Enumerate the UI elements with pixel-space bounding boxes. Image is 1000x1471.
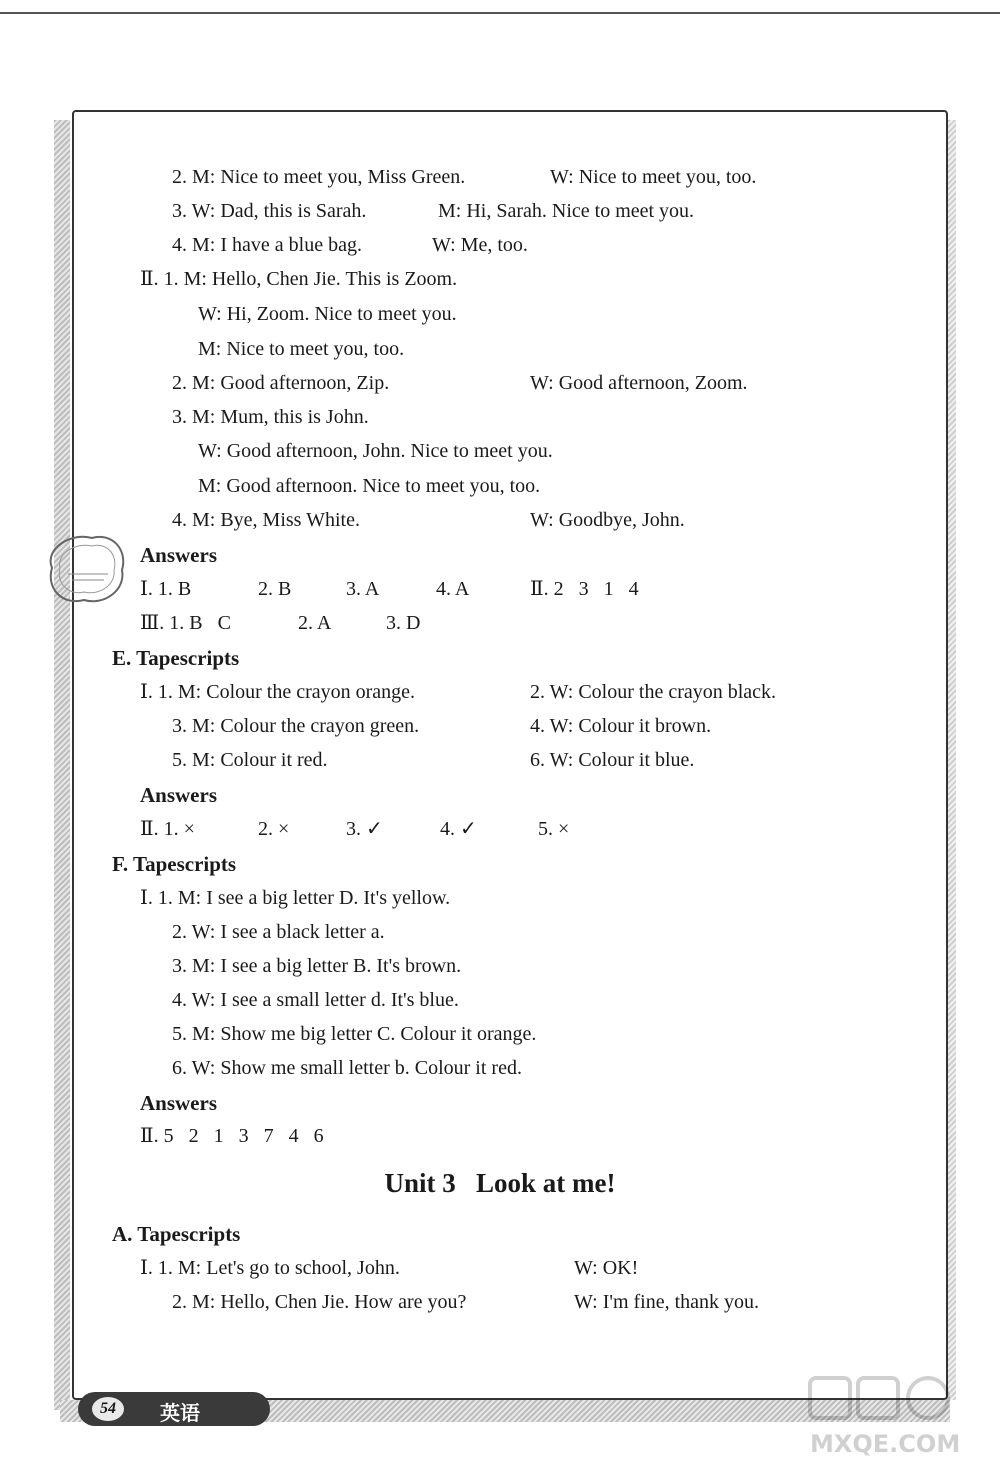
answer-item: 3. ✓	[346, 818, 383, 840]
footer-subject: 英语	[160, 1401, 200, 1425]
answer-item: Ⅱ. 5 2 1 3 7 4 6	[140, 1125, 324, 1147]
dialog-line: 3. M: Colour the crayon green.	[172, 715, 420, 737]
dialog-line: W: OK!	[574, 1257, 639, 1279]
top-rule	[0, 12, 1000, 14]
answer-item: Ⅰ. 1. B	[140, 578, 192, 600]
answer-item: 4. ✓	[440, 818, 477, 840]
unit-title: Unit 3 Look at me!	[384, 1168, 616, 1198]
dialog-line: W: Good afternoon, Zoom.	[530, 372, 748, 394]
answer-item: Ⅲ. 1. B C	[140, 612, 231, 634]
dialog-line: 2. W: Colour the crayon black.	[530, 681, 777, 703]
dialog-line: W: Good afternoon, John. Nice to meet you.	[198, 440, 553, 462]
dialog-line: W: Goodbye, John.	[530, 509, 685, 531]
dialog-line: 4. M: I have a blue bag.	[172, 234, 362, 256]
answer-item: 5. ×	[538, 818, 570, 840]
dialog-line: 4. M: Bye, Miss White.	[172, 509, 360, 531]
dialog-line: M: Good afternoon. Nice to meet you, too.	[198, 475, 541, 497]
book-spine	[54, 120, 70, 1410]
answer-item: 2. B	[258, 578, 292, 600]
page-number: 54	[90, 1395, 126, 1423]
dialog-line: W: Nice to meet you, too.	[550, 166, 757, 188]
dialog-line: 4. W: Colour it brown.	[530, 715, 712, 737]
dialog-line: W: Hi, Zoom. Nice to meet you.	[198, 303, 457, 325]
answer-item: 4. A	[436, 578, 470, 600]
watermark-logo	[800, 1372, 990, 1462]
section-heading: E. Tapescripts	[112, 646, 240, 670]
answer-item: Ⅱ. 2 3 1 4	[530, 578, 639, 600]
watermark-text: MXQE.COM	[810, 1430, 961, 1458]
dialog-line: 4. W: I see a small letter d. It's blue.	[172, 989, 459, 1011]
answer-item: 3. D	[386, 612, 421, 634]
dialog-line: M: Nice to meet you, too.	[198, 338, 405, 360]
dialog-line: Ⅱ. 1. M: Hello, Chen Jie. This is Zoom.	[140, 268, 458, 290]
dialog-line: M: Hi, Sarah. Nice to meet you.	[438, 200, 695, 222]
section-heading: F. Tapescripts	[112, 852, 237, 876]
dialog-line: 3. W: Dad, this is Sarah.	[172, 200, 367, 222]
dialog-line: W: Me, too.	[432, 234, 528, 256]
dialog-line: Ⅰ. 1. M: Colour the crayon orange.	[140, 681, 416, 703]
answers-heading: Answers	[140, 543, 217, 567]
dialog-line: Ⅰ. 1. M: I see a big letter D. It's yellow.	[140, 887, 451, 909]
dialog-line: 2. M: Good afternoon, Zip.	[172, 372, 390, 394]
dialog-line: 3. M: I see a big letter B. It's brown.	[172, 955, 462, 977]
answer-item: 3. A	[346, 578, 380, 600]
dialog-line: 5. M: Show me big letter C. Colour it orange.	[172, 1023, 537, 1045]
dialog-line: 2. M: Hello, Chen Jie. How are you?	[172, 1291, 467, 1313]
dialog-line: Ⅰ. 1. M: Let's go to school, John.	[140, 1257, 400, 1279]
dialog-line: 6. W: Colour it blue.	[530, 749, 695, 771]
dialog-line: 5. M: Colour it red.	[172, 749, 328, 771]
section-heading: A. Tapescripts	[112, 1222, 241, 1246]
dialog-line: W: I'm fine, thank you.	[574, 1291, 760, 1313]
dialog-line: 3. M: Mum, this is John.	[172, 406, 369, 428]
dialog-line: 2. M: Nice to meet you, Miss Green.	[172, 166, 466, 188]
page-edge	[948, 120, 956, 1400]
answer-item: 2. ×	[258, 818, 290, 840]
answers-heading: Answers	[140, 783, 217, 807]
answer-item: 2. A	[298, 612, 332, 634]
dialog-line: 6. W: Show me small letter b. Colour it red.	[172, 1057, 522, 1079]
dialog-line: 2. W: I see a black letter a.	[172, 921, 385, 943]
answer-item: Ⅱ. 1. ×	[140, 818, 195, 840]
stamp-icon	[42, 528, 130, 608]
answers-heading: Answers	[140, 1091, 217, 1115]
